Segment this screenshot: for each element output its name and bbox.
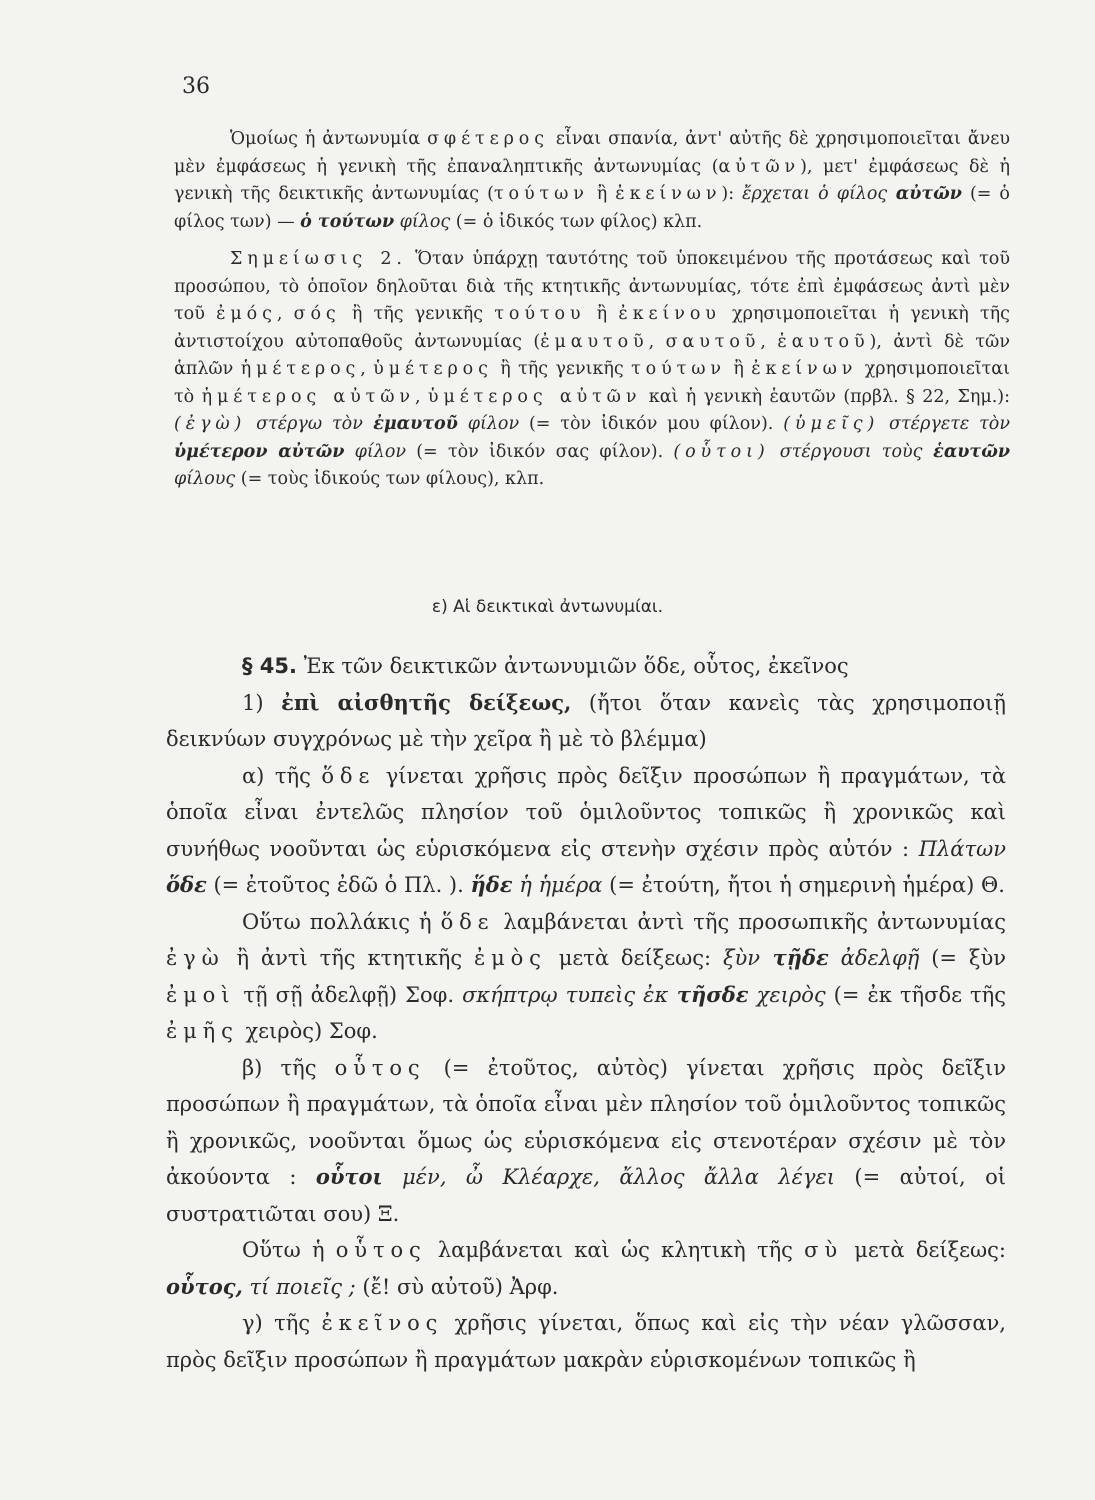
section-heading: ε) Αἱ δεικτικαὶ ἀντωνυμίαι. bbox=[431, 597, 664, 617]
section-45-intro: § 45. Ἐκ τῶν δεικτικῶν ἀντωνυμιῶν ὅδε, οὗτος, ἐκεῖνος bbox=[242, 654, 849, 678]
paragraph-sfeteros: Ὁμοίως ἡ ἀντωνυμία σφέτερος εἶναι σπανία, ἀντ' αὐτῆς δὲ χρησιμοποιεῖται ἄνευ μὲν ἐμφάσεως ἡ γενικὴ τῆς ἐπαναληπτικῆς ἀντωνυμίας (αὐτῶν), μετ' ἐμφάσεως δὲ ἡ γενικὴ τῆς δεικτικῆς ἀντωνυμίας (τούτων ἢ ἐκείνων): ἔρχεται ὁ φίλος αὐτῶν (= ὁ φίλος των) — ὁ τούτων φίλος (= ὁ ἰδικός των φίλος) κλπ. bbox=[174, 129, 1010, 232]
section-number: § 45. bbox=[242, 654, 298, 678]
item-beta: β) τῆς οὗτος (= ἐτοῦτος, αὐτὸς) γίνεται χρῆσις πρὸς δεῖξιν προσώπων ἢ πραγμάτων, τὰ ὁποῖα εἶναι μὲν πλησίον τοῦ ὁμιλοῦντος τοπικῶς ἢ χρονικῶς, νοοῦνται ὅμως ὡς εὑρισκόμενα εἰς στενοτέραν σχέσιν μὲ τὸν ἀκούοντα : οὗτοι μέν, ὦ Κλέαρχε, ἄλλος ἄλλα λέγει (= αὐτοί, οἱ συστρατιῶται σου) Ξ. bbox=[166, 1055, 1006, 1226]
small-print-block bbox=[174, 126, 1010, 494]
note-2-paragraph: Σημείωσις 2. Ὅταν ὑπάρχῃ ταυτότης τοῦ ὑποκειμένου τῆς προτάσεως καὶ τοῦ προσώπου, τὸ ὁποῖον δηλοῦται διὰ τῆς κτητικῆς ἀντωνυμίας, τότε ἐπὶ ἐμφάσεως ἀντὶ μὲν τοῦ ἐμός, σός ἢ τῆς γενικῆς τούτου ἢ ἐκείνου χρησιμοποιεῖται ἡ γενικὴ τῆς ἀντιστοίχου αὐτοπαθοῦς ἀντωνυμίας (ἐμαυτοῦ, σαυτοῦ, ἑαυτοῦ), ἀντὶ δὲ τῶν ἁπλῶν ἡμέτερος, ὑμέτερος ἢ τῆς γενικῆς τούτων ἢ ἐκείνων χρησιμοποιεῖται τὸ ἡμέτερος αὐτῶν, ὑμέτερος αὐτῶν καὶ ἡ γενικὴ ἑαυτῶν (πρβλ. § 22, Σημ.): (ἐγὼ) στέργω τὸν ἐμαυτοῦ φίλον (= τὸν ἰδικόν μου φίλον). (ὑμεῖς) στέργετε τὸν ὑμέτερον αὐτῶν φίλον (= τὸν ἰδικόν σας φίλον). (οὗτοι) στέργουσι τοὺς ἑαυτῶν φίλους (= τοὺς ἰδικούς των φίλους), κλπ. bbox=[174, 249, 1011, 489]
page-number: 36 bbox=[182, 74, 210, 99]
note-label: Σημείωσις 2. bbox=[230, 249, 407, 269]
item-gamma: γ) τῆς ἐκεῖνος χρῆσις γίνεται, ὅπως καὶ εἰς τὴν νέαν γλῶσσαν, πρὸς δεῖξιν προσώπων ἢ πραγμάτων μακρὰν εὑρισκομένων τοπικῶς ἢ bbox=[166, 1311, 1006, 1372]
item-alpha: α) τῆς ὅδε γίνεται χρῆσις πρὸς δεῖξιν προσώπων ἢ πραγμάτων, τὰ ὁποῖα εἶναι ἐντελῶς πλησίον τοῦ ὁμιλοῦντος τοπικῶς ἢ χρονικῶς καὶ συνήθως νοοῦνται ὡς εὑρισκόμενα εἰς στενὴν σχέσιν πρὸς αὐτόν : Πλάτων ὅδε (= ἐτοῦτος ἐδῶ ὁ Πλ. ). ἥδε ἡ ἡμέρα (= ἐτούτη, ἤτοι ἡ σημερινὴ ἡμέρα) Θ. bbox=[166, 763, 1007, 897]
item-alpha-note: Οὕτω πολλάκις ἡ ὅδε λαμβάνεται ἀντὶ τῆς προσωπικῆς ἀντωνυμίας ἐγὼ ἢ ἀντὶ τῆς κτητικῆς ἐμὸς μετὰ δείξεως: ξὺν τῇδε ἀδελφῇ (= ξὺν ἐμοὶ τῇ σῇ ἀδελφῇ) Σοφ. σκήπτρῳ τυπεὶς ἐκ τῆσδε χειρὸς (= ἐκ τῆσδε τῆς ἐμῆς χειρὸς) Σοφ. bbox=[166, 909, 1007, 1043]
item-beta-note: Οὕτω ἡ οὗτος λαμβάνεται καὶ ὡς κλητικὴ τῆς σὺ μετὰ δείξεως: οὗτος, τί ποιεῖς ; (ἔ! σὺ αὐτοῦ) Ἀρφ. bbox=[166, 1238, 1006, 1299]
item-1: 1) ἐπὶ αἰσθητῆς δείξεως, (ἤτοι ὅταν κανεὶς τὰς χρησιμοποιῇ δεικνύων συγχρόνως μὲ τὴν χεῖρα ἢ μὲ τὸ βλέμμα) bbox=[166, 689, 1006, 751]
main-text-block bbox=[166, 648, 1006, 1378]
